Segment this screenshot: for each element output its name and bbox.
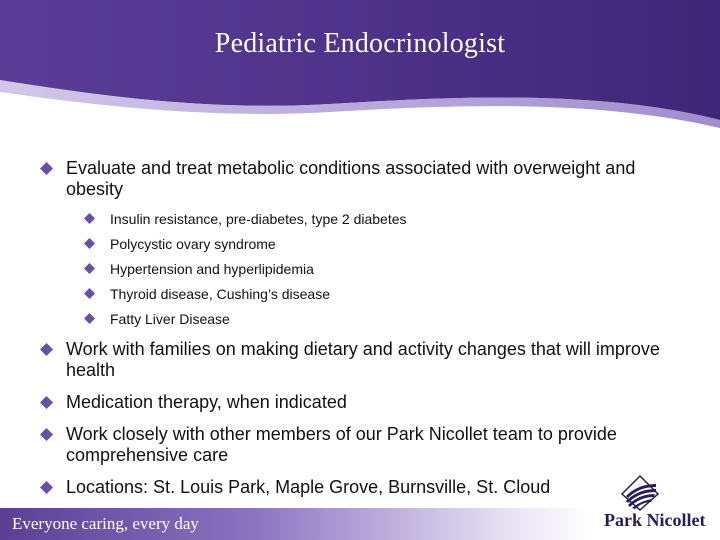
sub-bullet-text: Fatty Liver Disease <box>110 311 230 327</box>
slide-title: Pediatric Endocrinologist <box>214 28 506 59</box>
bullet-text: Medication therapy, when indicated <box>66 392 347 412</box>
diamond-bullet-icon <box>84 288 95 299</box>
sub-bullet-text: Insulin resistance, pre-diabetes, type 2 diabetes <box>110 211 407 227</box>
diamond-bullet-icon <box>40 162 53 175</box>
header-banner <box>0 0 720 140</box>
diamond-bullet-icon <box>40 481 53 494</box>
bullet-text: Work with families on making dietary and activity changes that will improve health <box>66 339 660 380</box>
park-nicollet-logo-text: Park Nicollet <box>604 510 706 530</box>
bullet-list <box>38 158 678 509</box>
diamond-bullet-icon <box>40 428 53 441</box>
diamond-bullet-icon <box>40 396 53 409</box>
header-swoosh-graphic <box>0 0 720 140</box>
sub-bullet-text: Hypertension and hyperlipidemia <box>110 261 314 277</box>
bullet-item <box>38 424 678 466</box>
bullet-text: Evaluate and treat metabolic conditions associated with overweight and obesity <box>66 158 636 199</box>
sub-bullet-item <box>38 261 678 277</box>
diamond-bullet-icon <box>84 313 95 324</box>
sub-bullet-item <box>38 286 678 302</box>
sub-bullet-text: Polycystic ovary syndrome <box>110 236 276 252</box>
sub-bullet-item <box>38 211 678 227</box>
footer-tagline: Everyone caring, every day <box>12 514 199 533</box>
bullet-item <box>38 392 678 413</box>
diamond-bullet-icon <box>84 213 95 224</box>
sub-bullet-text: Thyroid disease, Cushing’s disease <box>110 286 330 302</box>
bullet-text: Locations: St. Louis Park, Maple Grove, Burnsville, St. Cloud <box>66 477 551 497</box>
diamond-bullet-icon <box>40 343 53 356</box>
park-nicollet-logo-icon <box>620 474 660 512</box>
diamond-bullet-icon <box>84 238 95 249</box>
bullet-item <box>38 477 678 498</box>
sub-bullet-list <box>38 211 678 327</box>
sub-bullet-item <box>38 311 678 327</box>
sub-bullet-item <box>38 236 678 252</box>
diamond-bullet-icon <box>84 263 95 274</box>
bullet-item <box>38 158 678 200</box>
bullet-item <box>38 339 678 381</box>
bullet-text: Work closely with other members of our Park Nicollet team to provide comprehensive care <box>66 424 617 465</box>
